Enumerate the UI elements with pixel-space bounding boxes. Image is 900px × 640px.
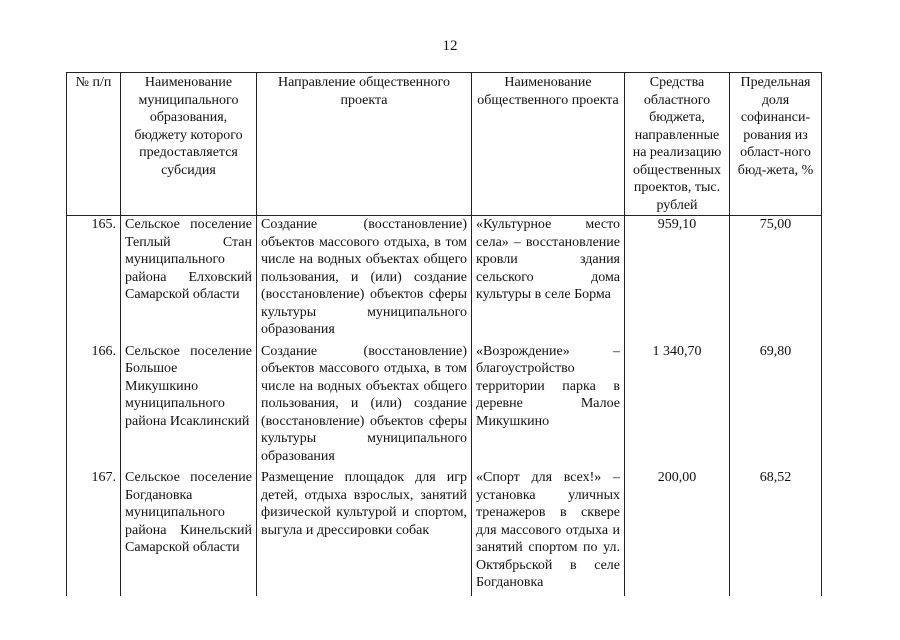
- header-direction: Направление общественного проекта: [257, 73, 472, 216]
- row-funds: 959,10: [625, 216, 730, 343]
- header-project-name: Наименование общественного проекта: [472, 73, 625, 216]
- row-num: 165.: [67, 216, 121, 343]
- row-municipality: Сельское поселение Теплый Стан муниципального района Елховский Самарской области: [121, 216, 257, 343]
- row-direction: Размещение площадок для игр детей, отдыха взрослых, занятий физической культурой и спортом, выгула и дрессировки собак: [257, 469, 472, 596]
- subsidy-table: [66, 72, 822, 596]
- table-row: [67, 469, 822, 596]
- row-project-name: «Возрождение» – благоустройство территории парка в деревне Малое Микушкино: [472, 343, 625, 470]
- row-share: 75,00: [730, 216, 822, 343]
- row-num: 167.: [67, 469, 121, 596]
- table-header: [67, 73, 822, 216]
- table-row: [67, 216, 822, 343]
- row-funds: 1 340,70: [625, 343, 730, 470]
- row-municipality: Сельское поселение Большое Микушкино муниципального района Исаклинский: [121, 343, 257, 470]
- page-number: 12: [442, 38, 458, 54]
- header-row: [67, 73, 822, 216]
- header-share: Предельная доля софинанси-рования из област-ного бюд-жета, %: [730, 73, 822, 216]
- header-municipality: Наименование муниципального образования, бюджету которого предоставляется субсидия: [121, 73, 257, 216]
- row-direction: Создание (восстановление) объектов массового отдыха, в том числе на водных объектах общего пользования, и (или) создание (восстановление) объектов сферы культуры муниципального образования: [257, 216, 472, 343]
- row-funds: 200,00: [625, 469, 730, 596]
- row-direction: Создание (восстановление) объектов массового отдыха, в том числе на водных объектах общего пользования, и (или) создание (восстановление) объектов сферы культуры муниципального образования: [257, 343, 472, 470]
- table-row: [67, 343, 822, 470]
- header-num: № п/п: [67, 73, 121, 216]
- row-project-name: «Спорт для всех!» – установка уличных тренажеров в сквере для массового отдыха и занятий спортом по ул. Октябрьской в селе Богдановка: [472, 469, 625, 596]
- row-share: 68,52: [730, 469, 822, 596]
- row-project-name: «Культурное место села» – восстановление кровли здания сельского дома культуры в селе Борма: [472, 216, 625, 343]
- row-municipality: Сельское поселение Богдановка муниципального района Кинельский Самарской области: [121, 469, 257, 596]
- row-share: 69,80: [730, 343, 822, 470]
- table-body: [67, 216, 822, 596]
- row-num: 166.: [67, 343, 121, 470]
- header-funds: Средства областного бюджета, направленные на реализацию общественных проектов, тыс. рублей: [625, 73, 730, 216]
